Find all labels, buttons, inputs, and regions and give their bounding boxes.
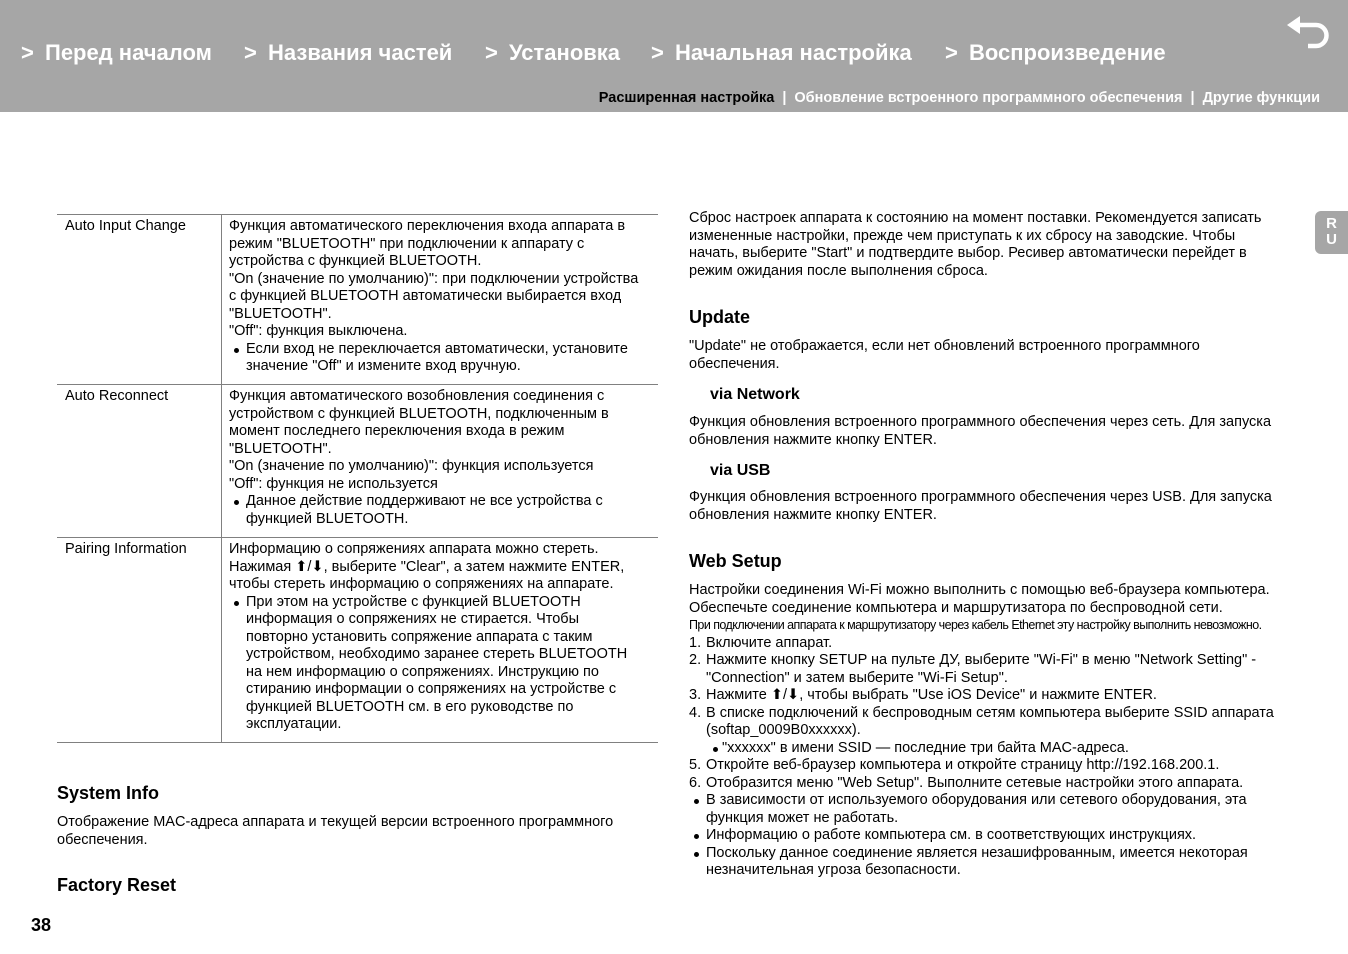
step-number: 5. (689, 757, 702, 773)
description-line: Функция автоматического возобновления соединения с (229, 388, 605, 404)
section-subnav (599, 89, 1320, 107)
nav-chevron: > (945, 40, 958, 65)
step-item (689, 652, 1274, 687)
step-number: 6. (689, 774, 702, 791)
setting-name: Auto Input Change (65, 218, 186, 234)
step-sub-note (706, 740, 1274, 758)
setting-name-cell (57, 215, 222, 384)
bullet-note (689, 845, 1274, 880)
note-line: эксплуатации. (246, 716, 342, 732)
description-line: "Off": функция не используется (229, 475, 438, 492)
setting-name-cell (57, 538, 222, 742)
nav-link-playback[interactable] (945, 39, 1166, 67)
nav-chevron: > (651, 40, 664, 65)
description-line: Функция автоматического переключения входа аппарата в (229, 218, 626, 234)
note-line: значение "Off" и измените вход вручную. (246, 358, 521, 374)
description-line: момент последнего переключения входа в режим (229, 423, 565, 439)
paragraph-line: режим ожидания после выполнения сброса. (689, 262, 988, 279)
paragraph-line: Функция обновления встроенного программного обеспечения через сеть. Для запуска (689, 414, 1272, 430)
step-line: Включите аппарат. (706, 634, 833, 651)
subnav-separator: | (782, 90, 787, 106)
via-usb-text (689, 489, 1272, 524)
section-title-system-info: System Info (57, 783, 160, 803)
nav-link-installation[interactable] (485, 39, 620, 67)
ethernet-note (689, 617, 1274, 635)
note-line: информация о сопряжениях не стирается. Чтобы (246, 611, 580, 627)
web-setup-body (689, 582, 1274, 880)
nav-link-initial-setup[interactable] (651, 39, 912, 67)
section-title-update: Update (689, 307, 751, 327)
step-item (689, 757, 1274, 775)
step-line: (softap_0009B0xxxxxx). (706, 722, 861, 738)
paragraph-line: Функция обновления встроенного программного обеспечения через USB. Для запуска (689, 489, 1272, 505)
step-item (689, 687, 1274, 705)
sub-note-line: "xxxxxx" в имени SSID — последние три байта MAC-адреса. (722, 739, 1129, 756)
setting-description-cell (222, 538, 658, 742)
description-line: "BLUETOOTH". (229, 305, 332, 322)
step-line: Откройте веб-браузер компьютера и откройте страницу http://192.168.200.1. (706, 757, 1220, 773)
setting-name: Pairing Information (65, 541, 187, 557)
description-line: Нажимая ⬆/⬇, выберите "Clear", а затем нажмите ENTER, (229, 558, 625, 575)
note-line: Если вход не переключается автоматически, установите (246, 340, 628, 357)
page-number: 38 (31, 915, 52, 935)
ethernet-note-text: При подключении аппарата к маршрутизатору через кабель Ethernet эту настройку выполнить невозможно. (689, 618, 1262, 632)
paragraph-line: "Update" не отображается, если нет обновлений встроенного программного (689, 338, 1200, 354)
back-button[interactable] (1285, 14, 1331, 50)
note-line: Информацию о работе компьютера см. в соответствующих инструкциях. (706, 827, 1197, 843)
step-item (689, 775, 1274, 793)
note-line: стиранию информации о сопряжениях на устройстве с (246, 681, 617, 697)
paragraph-line: Сброс настроек аппарата к состоянию на момент поставки. Рекомендуется записать (689, 210, 1262, 226)
system-info-text (57, 814, 613, 849)
step-item (689, 705, 1274, 758)
nav-chevron: > (244, 40, 257, 65)
update-text (689, 338, 1200, 373)
nav-link-label: Установка (509, 40, 621, 65)
table-row-auto-reconnect (57, 385, 658, 538)
description-line: устройством с функцией BLUETOOTH, подключенным в (229, 405, 609, 422)
nav-link-label: Воспроизведение (969, 40, 1166, 65)
table-row-auto-input-change (57, 215, 658, 385)
step-number: 2. (689, 652, 702, 668)
description-line: "On (значение по умолчанию)": функция используется (229, 458, 594, 474)
description-line: устройства с функцией BLUETOOTH. (229, 253, 482, 269)
settings-table (57, 214, 658, 743)
setting-name-cell (57, 385, 222, 537)
paragraph-line: Настройки соединения Wi-Fi можно выполнить с помощью веб-браузера компьютера. (689, 582, 1270, 598)
section-title-web-setup: Web Setup (689, 551, 782, 571)
nav-link-label: Начальная настройка (675, 40, 912, 65)
subsection-title-via-usb: via USB (710, 462, 771, 479)
bullet-note (689, 827, 1274, 845)
language-letter: R (1326, 215, 1337, 232)
subsection-title-via-network: via Network (710, 386, 800, 403)
nav-link-part-names[interactable] (244, 39, 452, 67)
setting-description-cell (222, 215, 658, 384)
table-row-pairing-information (57, 538, 658, 743)
subnav-separator: | (1190, 90, 1195, 106)
description-line: чтобы стереть информацию о сопряжениях на аппарате. (229, 576, 614, 592)
setting-name: Auto Reconnect (65, 388, 169, 404)
bullet-note (229, 594, 658, 734)
description-line: Информацию о сопряжениях аппарата можно стереть. (229, 541, 599, 557)
note-line: повторно установить сопряжение аппарата с таким (246, 628, 593, 645)
paragraph-line: обеспечения. (689, 355, 780, 372)
note-line: Поскольку данное соединение является незашифрованным, имеется некоторая (706, 844, 1248, 861)
note-line: функцией BLUETOOTH см. в его руководстве по (246, 698, 574, 715)
note-line: устройством, необходимо заранее стереть BLUETOOTH (246, 646, 628, 662)
note-line: незначительная угроза безопасности. (706, 862, 961, 878)
description-line: "Off": функция выключена. (229, 323, 408, 339)
bullet-note (229, 341, 658, 376)
paragraph-line: Обеспечьте соединение компьютера и маршрутизатора по беспроводной сети. (689, 599, 1223, 616)
step-line: Нажмите ⬆/⬇, чтобы выбрать "Use iOS Device" и нажмите ENTER. (706, 687, 1157, 703)
step-line: Отобразится меню "Web Setup". Выполните сетевые настройки этого аппарата. (706, 774, 1244, 791)
section-title-factory-reset: Factory Reset (57, 875, 177, 895)
note-line: В зависимости от используемого оборудования или сетевого оборудования, эта (706, 792, 1247, 808)
language-tab (1315, 211, 1348, 254)
paragraph-line: измененные настройки, прежде чем приступать к их сбросу на заводские. Чтобы (689, 227, 1236, 244)
step-number: 3. (689, 687, 702, 703)
top-navigation-bar (0, 0, 1348, 112)
subnav-link-advanced-settings[interactable]: Расширенная настройка (598, 90, 775, 106)
nav-chevron: > (485, 40, 498, 65)
setting-description-cell (222, 385, 658, 537)
paragraph-line: обновления нажмите кнопку ENTER. (689, 431, 937, 448)
description-line: режим "BLUETOOTH" при подключении к аппарату с (229, 235, 585, 252)
bullet-note (229, 493, 658, 528)
step-number: 1. (689, 634, 702, 651)
description-line: с функцией BLUETOOTH автоматически выбирается вход (229, 288, 622, 304)
language-letter: U (1326, 231, 1337, 248)
description-line: "BLUETOOTH". (229, 440, 332, 457)
factory-reset-text (689, 210, 1262, 280)
subnav-link-firmware-update[interactable]: Обновление встроенного программного обеспечения (794, 90, 1183, 106)
step-item (689, 635, 1274, 653)
note-line: на нем информацию о сопряжениях. Инструкцию по (246, 663, 599, 680)
description-line: "On (значение по умолчанию)": при подключении устройства (229, 270, 639, 287)
step-line: В списке подключений к беспроводным сетям компьютера выберите SSID аппарата (706, 704, 1274, 721)
note-line: функция может не работать. (706, 809, 899, 826)
step-line: "Connection" и затем выберите "Wi-Fi Setup". (706, 669, 1008, 686)
paragraph-line: начать, выберите "Start" и подтвердите выбор. Ресивер автоматически перейдет в (689, 245, 1247, 261)
paragraph-line: обновления нажмите кнопку ENTER. (689, 506, 937, 523)
via-network-text (689, 414, 1271, 449)
step-number: 4. (689, 704, 702, 721)
note-line: Данное действие поддерживают не все устройства с (246, 493, 603, 509)
subnav-link-other-functions[interactable]: Другие функции (1202, 90, 1320, 106)
note-line: функцией BLUETOOTH. (246, 510, 409, 527)
nav-link-before-start[interactable] (21, 39, 212, 67)
nav-link-label: Перед началом (45, 40, 212, 65)
nav-chevron: > (21, 40, 34, 65)
nav-link-label: Названия частей (268, 40, 453, 65)
paragraph-line: Отображение MAC-адреса аппарата и текущей версии встроенного программного (57, 814, 614, 830)
step-line: Нажмите кнопку SETUP на пульте ДУ, выберите "Wi-Fi" в меню "Network Setting" - (706, 652, 1257, 668)
return-arrow-icon (1285, 14, 1331, 50)
bullet-note (689, 792, 1274, 827)
note-line: При этом на устройстве с функцией BLUETOOTH (246, 593, 581, 610)
paragraph-line: обеспечения. (57, 831, 148, 848)
